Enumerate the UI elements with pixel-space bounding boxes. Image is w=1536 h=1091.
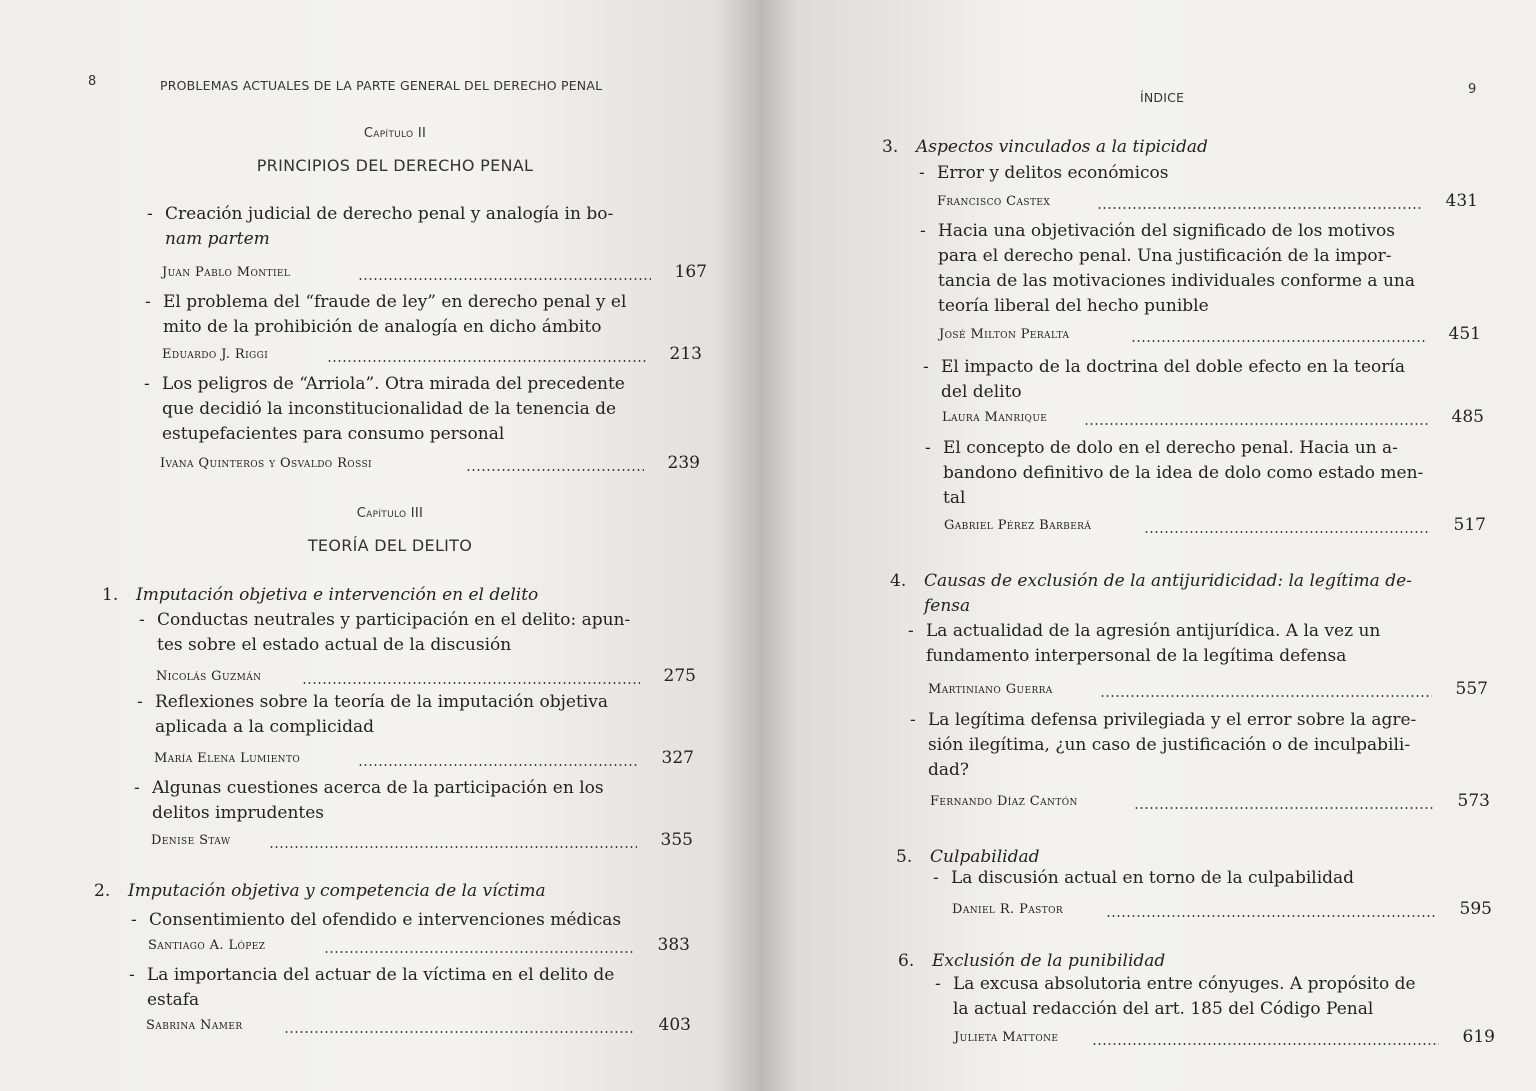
section-title: Aspectos vinculados a la tipicidad xyxy=(916,137,1208,157)
page-ref: 557 xyxy=(1455,679,1488,699)
toc-entry-title xyxy=(923,355,1451,405)
entry-dash: - xyxy=(131,910,137,930)
chapter-title: TEORÍA DEL DELITO xyxy=(307,536,473,555)
entry-dash: - xyxy=(910,710,916,730)
toc-entry-author xyxy=(162,344,702,369)
section-number: 2. xyxy=(94,881,111,901)
leader-dots xyxy=(1144,531,1430,533)
entry-title-line: fundamento interpersonal de la legítima defensa xyxy=(926,646,1347,666)
chapter-title: PRINCIPIOS DEL DERECHO PENAL xyxy=(256,156,534,175)
entry-dash: - xyxy=(920,221,926,241)
leader-dots xyxy=(358,764,638,766)
entry-dash: - xyxy=(129,965,135,985)
chapter-label: Capítulo II xyxy=(363,126,427,141)
toc-entry-title xyxy=(908,619,1446,669)
entry-title-line: delitos imprudentes xyxy=(152,803,325,823)
toc-entry-author xyxy=(156,666,696,691)
leader-dots xyxy=(302,682,640,684)
toc-entry-title xyxy=(134,776,652,826)
page-ref: 167 xyxy=(674,262,707,282)
page-ref: 595 xyxy=(1459,899,1492,919)
entry-dash: - xyxy=(923,357,929,377)
entry-title-line: nam partem xyxy=(165,229,270,249)
entry-title-line: tes sobre el estado actual de la discusión xyxy=(157,635,512,655)
toc-entry-author xyxy=(154,748,694,773)
section-number: 6. xyxy=(898,951,915,971)
page-ref: 383 xyxy=(657,935,690,955)
page-ref: 355 xyxy=(660,830,693,850)
leader-dots xyxy=(1131,340,1425,342)
entry-dash: - xyxy=(147,204,153,224)
leader-dots xyxy=(269,846,637,848)
entry-dash: - xyxy=(137,692,143,712)
running-head: ÍNDICE xyxy=(1140,90,1185,105)
entry-title-line: El concepto de dolo en el derecho penal. Hacia un a- xyxy=(943,438,1398,458)
entry-title-line: tal xyxy=(943,488,966,508)
toc-entry-title xyxy=(933,866,1451,891)
toc-entry-title xyxy=(919,161,1437,186)
section-number: 4. xyxy=(890,571,907,591)
section-number: 1. xyxy=(102,585,119,605)
toc-entry-author xyxy=(952,899,1492,924)
toc-entry-title xyxy=(139,608,657,658)
entry-title-line: sión ilegítima, ¿un caso de justificación o de inculpabili- xyxy=(928,735,1411,755)
toc-entry-title xyxy=(129,963,652,1013)
page-ref: 431 xyxy=(1445,191,1478,211)
author-name: José Milton Peralta xyxy=(939,327,1070,342)
entry-title-line: que decidió la inconstitucionalidad de la tenencia de xyxy=(162,399,617,419)
toc-entry-title xyxy=(131,908,649,933)
entry-title-line: El impacto de la doctrina del doble efecto en la teoría xyxy=(941,357,1405,377)
entry-dash: - xyxy=(925,438,931,458)
author-name: Juan Pablo Montiel xyxy=(162,265,291,280)
leader-dots xyxy=(358,278,651,280)
section-title: Culpabilidad xyxy=(930,847,1040,867)
page-number: 9 xyxy=(1468,82,1477,97)
entry-dash: - xyxy=(139,610,145,630)
toc-entry-title xyxy=(925,436,1453,511)
toc-entry-title xyxy=(144,372,662,447)
toc-entry-author xyxy=(942,407,1484,432)
author-name: Denise Staw xyxy=(151,833,231,848)
author-name: Nicolás Guzmán xyxy=(156,669,262,684)
author-name: Francisco Castex xyxy=(937,194,1051,209)
right-page xyxy=(760,0,1536,1091)
entry-title-line: mito de la prohibición de analogía en dicho ámbito xyxy=(163,317,602,337)
entry-dash: - xyxy=(145,292,151,312)
toc-entry-author xyxy=(148,935,690,960)
author-name: Gabriel Pérez Barberá xyxy=(944,518,1092,533)
leader-dots xyxy=(466,469,644,471)
section-title-line: Causas de exclusión de la antijuridicidad: la legítima de- xyxy=(924,571,1412,591)
entry-title-line: Consentimiento del ofendido e intervenciones médicas xyxy=(149,910,622,930)
entry-title-line: aplicada a la complicidad xyxy=(155,717,374,737)
section-heading xyxy=(890,569,1444,619)
entry-title-line: Reflexiones sobre la teoría de la imputación objetiva xyxy=(155,692,608,712)
entry-title-line: la actual redacción del art. 185 del Código Penal xyxy=(953,999,1374,1019)
entry-title-line: La actualidad de la agresión antijurídica. A la vez un xyxy=(926,621,1381,641)
leader-dots xyxy=(1100,695,1432,697)
toc-entry-author xyxy=(937,191,1478,216)
entry-title-line: Error y delitos económicos xyxy=(937,163,1169,183)
author-name: Fernando Díaz Cantón xyxy=(930,794,1078,809)
author-name: Sabrina Namer xyxy=(146,1018,243,1033)
toc-entry-author xyxy=(146,1015,691,1040)
section-heading xyxy=(882,137,1208,157)
page-number: 8 xyxy=(88,74,97,89)
entry-title-line: La discusión actual en torno de la culpabilidad xyxy=(951,868,1355,888)
entry-dash: - xyxy=(134,778,140,798)
entry-title-line: La legítima defensa privilegiada y el error sobre la agre- xyxy=(928,710,1417,730)
entry-title-line: Conductas neutrales y participación en el delito: apun- xyxy=(157,610,631,630)
toc-entry-author xyxy=(160,453,700,478)
section-heading xyxy=(102,585,539,605)
section-number: 5. xyxy=(896,847,913,867)
page-ref: 451 xyxy=(1448,324,1481,344)
toc-entry-author xyxy=(930,791,1490,816)
page-ref: 485 xyxy=(1451,407,1484,427)
author-name: Martiniano Guerra xyxy=(928,682,1053,697)
section-number: 3. xyxy=(882,137,899,157)
toc-entry-author xyxy=(162,262,707,287)
toc-entry-title xyxy=(910,708,1448,783)
running-head: PROBLEMAS ACTUALES DE LA PARTE GENERAL DEL DERECHO PENAL xyxy=(160,78,603,93)
toc-entry-title xyxy=(145,290,663,340)
toc-entry-title xyxy=(935,972,1463,1022)
toc-entry-title xyxy=(147,202,665,252)
entry-title-line: estafa xyxy=(147,990,200,1010)
section-title-line: fensa xyxy=(924,596,971,616)
toc-entry-author xyxy=(954,1027,1495,1052)
entry-title-line: Creación judicial de derecho penal y analogía in bo- xyxy=(165,204,614,224)
toc-entry-author xyxy=(939,324,1481,349)
author-name: Daniel R. Pastor xyxy=(952,902,1064,917)
toc-entry-title xyxy=(137,690,655,740)
chapter-label: Capítulo III xyxy=(356,506,424,521)
entry-title-line: tancia de las motivaciones individuales conforme a una xyxy=(938,271,1416,291)
entry-title-line: Algunas cuestiones acerca de la participación en los xyxy=(152,778,604,798)
entry-title-line: del delito xyxy=(941,382,1022,402)
leader-dots xyxy=(1134,807,1434,809)
leader-dots xyxy=(1084,423,1428,425)
leader-dots xyxy=(1106,915,1436,917)
author-name: Laura Manrique xyxy=(942,410,1048,425)
author-name: Julieta Mattone xyxy=(954,1030,1059,1045)
page-ref: 573 xyxy=(1457,791,1490,811)
page-ref: 239 xyxy=(667,453,700,473)
entry-title-line: bandono definitivo de la idea de dolo como estado men- xyxy=(943,463,1424,483)
entry-title-line: La excusa absolutoria entre cónyuges. A propósito de xyxy=(953,974,1416,994)
page-ref: 619 xyxy=(1462,1027,1495,1047)
entry-title-line: para el derecho penal. Una justificación de la impor- xyxy=(938,246,1392,266)
page-ref: 517 xyxy=(1453,515,1486,535)
entry-dash: - xyxy=(933,868,939,888)
entry-title-line: teoría liberal del hecho punible xyxy=(938,296,1209,316)
leader-dots xyxy=(1097,207,1422,209)
entry-dash: - xyxy=(935,974,941,994)
section-heading xyxy=(94,881,546,901)
entry-title-line: El problema del “fraude de ley” en derecho penal y el xyxy=(163,292,627,312)
entry-title-line: Hacia una objetivación del significado de los motivos xyxy=(938,221,1395,241)
entry-dash: - xyxy=(144,374,150,394)
toc-entry-title xyxy=(920,219,1448,319)
page-ref: 213 xyxy=(669,344,702,364)
page-ref: 403 xyxy=(658,1015,691,1035)
leader-dots xyxy=(324,951,634,953)
entry-title-line: Los peligros de “Arriola”. Otra mirada del precedente xyxy=(162,374,625,394)
author-name: María Elena Lumiento xyxy=(154,751,301,766)
page-ref: 275 xyxy=(663,666,696,686)
leader-dots xyxy=(1092,1043,1439,1045)
toc-entry-author xyxy=(944,515,1486,540)
section-title: Imputación objetiva e intervención en el delito xyxy=(136,585,539,605)
section-title: Imputación objetiva y competencia de la víctima xyxy=(128,881,546,901)
entry-title-line: La importancia del actuar de la víctima en el delito de xyxy=(147,965,615,985)
section-heading xyxy=(896,847,1040,867)
leader-dots xyxy=(284,1031,635,1033)
entry-dash: - xyxy=(908,621,914,641)
left-page xyxy=(0,0,760,1091)
section-title: Exclusión de la punibilidad xyxy=(932,951,1166,971)
author-name: Ivana Quinteros y Osvaldo Rossi xyxy=(160,456,373,471)
author-name: Eduardo J. Riggi xyxy=(162,347,269,362)
page-ref: 327 xyxy=(661,748,694,768)
entry-dash: - xyxy=(919,163,925,183)
toc-entry-author xyxy=(151,830,693,855)
leader-dots xyxy=(327,360,646,362)
entry-title-line: estupefacientes para consumo personal xyxy=(162,424,505,444)
author-name: Santiago A. López xyxy=(148,938,266,953)
entry-title-line: dad? xyxy=(928,760,970,780)
toc-entry-author xyxy=(928,679,1488,704)
section-heading xyxy=(898,951,1166,971)
